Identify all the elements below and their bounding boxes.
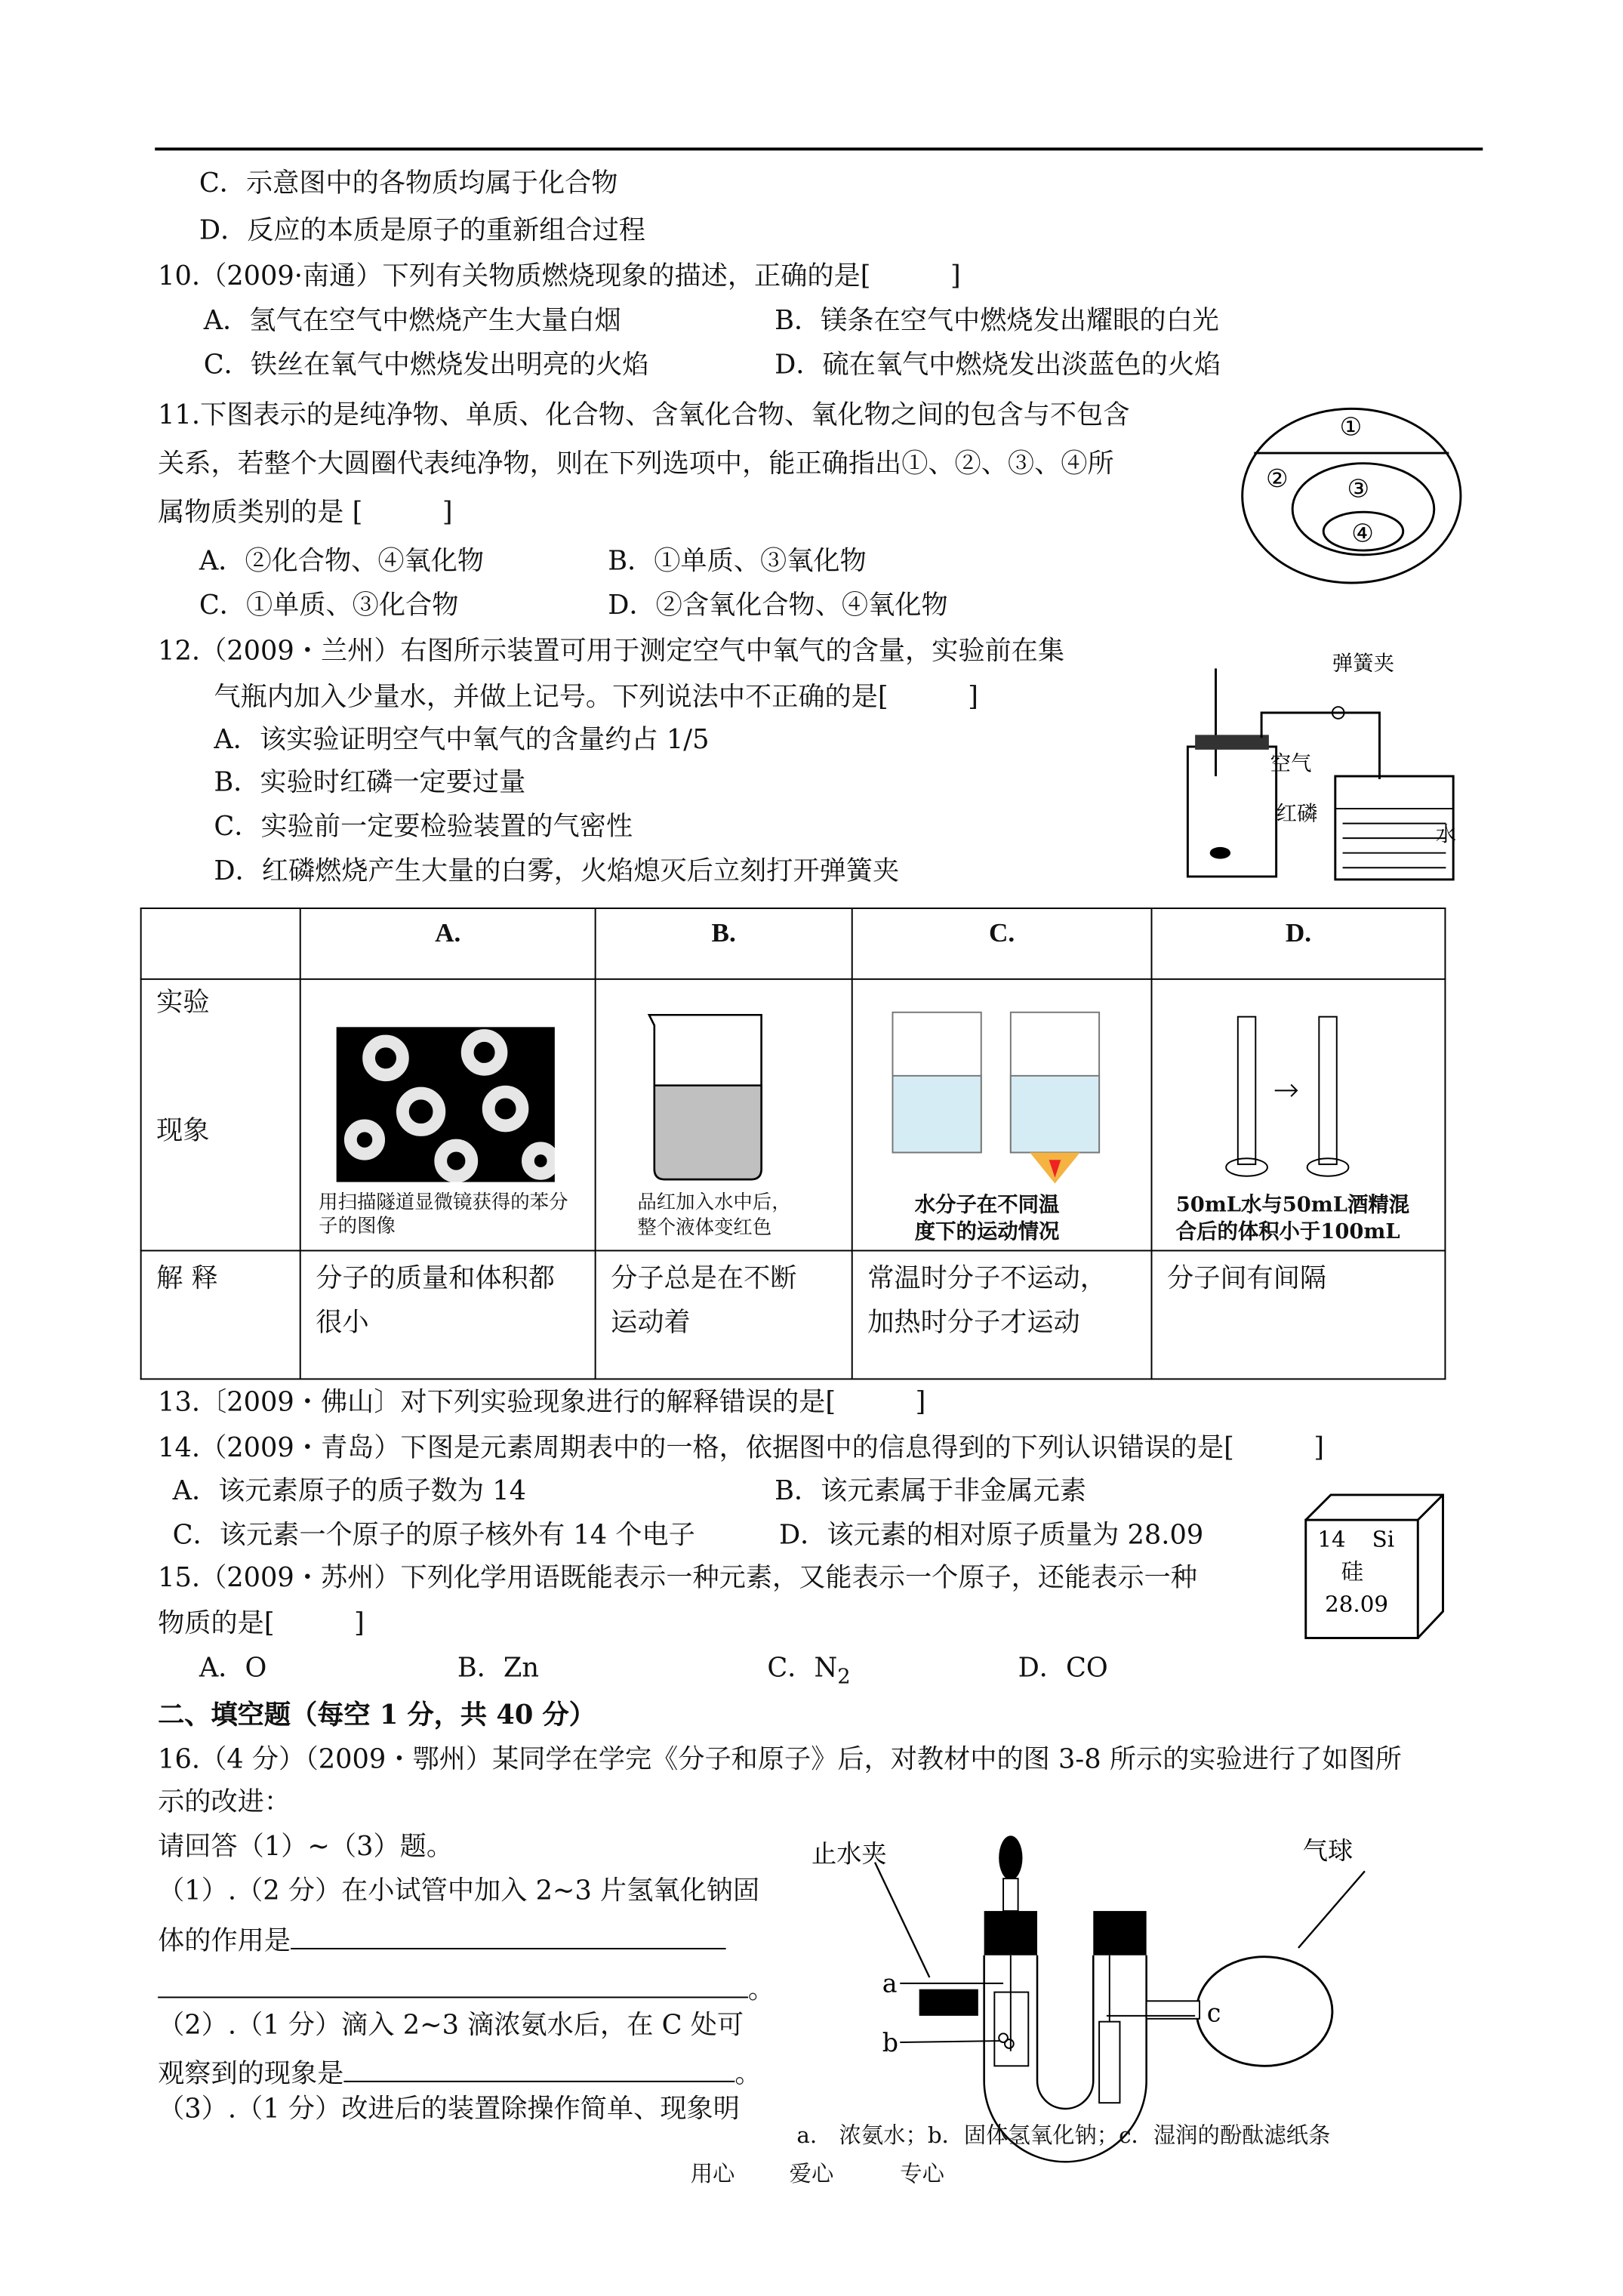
q16-part1-c [158, 1970, 775, 2007]
atomic-mass: 28.09 [1325, 1591, 1389, 1617]
explain-c-2: 加热时分子才运动 [867, 1307, 1080, 1339]
q13-stem: 13.〔2009・佛山〕对下列实验现象进行的解释错误的是[ ] [158, 1387, 926, 1419]
q12-option-d: D．红磷燃烧产生大量的白雾，火焰熄灭后立刻打开弹簧夹 [214, 855, 900, 887]
q12-option-c: C．实验前一定要检验装置的气密性 [214, 811, 633, 843]
label-air: 空气 [1270, 752, 1312, 776]
q11-stem-1: 11.下图表示的是纯净物、单质、化合物、含氧化合物、氧化物之间的包含与不包含 [158, 399, 1130, 431]
answer-blank-1[interactable] [291, 1922, 726, 1949]
q16-stem-2: 示的改进： [158, 1786, 291, 1818]
q16-part2-a: （2）.（1 分）滴入 2~3 滴浓氨水后，在 C 处可 [158, 2010, 744, 2042]
q16-part3-a: （3）.（1 分）改进后的装置除操作简单、现象明 [158, 2094, 740, 2125]
q14-stem: 14.（2009・青岛）下图是元素周期表中的一格，依据图中的信息得到的下列认识错误的是[ ] [158, 1432, 1325, 1464]
caption-d-1: 50mL水与50mL酒精混 [1175, 1194, 1410, 1218]
label-water: 水 [1435, 823, 1457, 847]
q16-part2-b [158, 2054, 761, 2091]
explain-c-1: 常温时分子不运动， [867, 1263, 1107, 1295]
cell-c-explanation [852, 1250, 1152, 1379]
col-header-c: C. [852, 908, 1152, 979]
q14-option-c: C．该元素一个原子的原子核外有 14 个电子 [172, 1520, 695, 1552]
label-explanation: 解 释 [156, 1263, 218, 1295]
cell-c-image [852, 979, 1152, 1251]
caption-a: 用扫描隧道显微镜获得的苯分子的图像 [319, 1192, 568, 1238]
beaker-image [646, 1012, 764, 1182]
q16-part2-c-text: 。 [735, 2058, 762, 2090]
benzene-stm-image [337, 1027, 555, 1182]
q15-option-b: B．Zn [457, 1653, 540, 1684]
explain-b-2: 运动着 [611, 1307, 691, 1339]
col-header-b: B. [596, 908, 852, 979]
caption-b-1: 品红加入水中后， [637, 1192, 791, 1215]
apparatus-caption: a. 浓氨水；b．固体氢氧化钠；c．湿润的酚酞滤纸条 [796, 2122, 1331, 2149]
answer-blank-2[interactable] [343, 2054, 735, 2082]
row-label-phenomenon [141, 979, 300, 1251]
q12-option-a: A．该实验证明空气中氧气的含量约占 1/5 [214, 724, 710, 756]
q10-option-a: A．氢气在空气中燃烧产生大量白烟 [203, 305, 621, 337]
oxygen-measurement-apparatus [1173, 646, 1468, 889]
explain-d-1: 分子间有间隔 [1167, 1263, 1327, 1295]
cell-d-image [1151, 979, 1445, 1251]
q12-option-b: B．实验时红磷一定要过量 [214, 767, 526, 799]
q12-stem-1: 12.（2009・兰州）右图所示装置可用于测定空气中氧气的含量，实验前在集 [158, 636, 1065, 667]
caption-b-2: 整个液体变红色 [637, 1217, 772, 1240]
q10-option-d: D．硫在氧气中燃烧发出淡蓝色的火焰 [775, 350, 1221, 381]
label-phenomenon: 现象 [156, 1115, 210, 1147]
label-a: a [882, 1968, 898, 1999]
cell-b-image [596, 979, 852, 1251]
q12-stem-2: 气瓶内加入少量水，并做上记号。下列说法中不正确的是[ ] [214, 681, 978, 713]
q15-option-a: A．O [199, 1653, 267, 1684]
q9-option-d: D．反应的本质是原子的重新组合过程 [199, 215, 645, 247]
q16-part1-b [158, 1922, 725, 1959]
explain-a-1: 分子的质量和体积都 [316, 1263, 555, 1295]
label-red-phosphorus: 红磷 [1276, 802, 1318, 826]
graduated-cylinders [1226, 1017, 1388, 1179]
cell-a-explanation [300, 1250, 596, 1379]
q16-part1-c-text: 。 [747, 1974, 775, 2006]
q11-stem-2: 关系，若整个大圆圈代表纯净物，则在下列选项中，能正确指出①、②、③、④所 [158, 448, 1114, 480]
q11-option-c: C．①单质、③化合物 [199, 590, 459, 621]
periodic-table-cell [1304, 1493, 1446, 1641]
q15-c-subscript: 2 [837, 1665, 851, 1690]
set-inclusion-diagram [1240, 405, 1468, 590]
label-b: b [882, 2027, 899, 2057]
footer-text-3: 专心 [900, 2160, 944, 2187]
footer-text-1: 用心 [690, 2160, 735, 2187]
row-label-explanation [141, 1250, 300, 1379]
label-c: c [1206, 1998, 1221, 2028]
col-header-a: A. [300, 908, 596, 979]
label-1: ① [1339, 411, 1363, 442]
label-spring-clip: 弹簧夹 [1332, 652, 1395, 676]
element-name: 硅 [1341, 1558, 1363, 1585]
table-corner [141, 908, 300, 979]
q11-option-b: B．①单质、③氧化物 [608, 546, 867, 578]
q16-part1-b-text: 体的作用是 [158, 1925, 291, 1957]
q14-option-a: A．该元素原子的质子数为 14 [172, 1475, 527, 1507]
q16-intro: 请回答（1）~（3）题。 [158, 1831, 454, 1863]
label-3: ③ [1347, 473, 1370, 504]
q10-option-c: C．铁丝在氧气中燃烧发出明亮的火焰 [203, 350, 649, 381]
experiment-table [140, 908, 1446, 1379]
q14-option-b: B．该元素属于非金属元素 [775, 1475, 1086, 1507]
q11-option-d: D．②含氧化合物、④氧化物 [608, 590, 948, 621]
cell-b-explanation [596, 1250, 852, 1379]
q15-option-d: D．CO [1018, 1653, 1108, 1684]
q15-stem-2: 物质的是[ ] [158, 1608, 365, 1640]
element-symbol: Si [1372, 1526, 1395, 1552]
header-rule [155, 147, 1483, 149]
caption-d-2: 合后的体积小于100mL [1175, 1220, 1400, 1244]
label-2: ② [1265, 463, 1289, 493]
q11-option-a: A．②化合物、④氧化物 [199, 546, 485, 578]
section-2-heading: 二、填空题（每空 1 分，共 40 分） [158, 1700, 596, 1731]
col-header-d: D. [1151, 908, 1445, 979]
q16-part1-a: （1）.（2 分）在小试管中加入 2~3 片氢氧化钠固 [158, 1875, 760, 1907]
cell-d-explanation [1151, 1250, 1445, 1379]
q16-stem-1: 16.（4 分）（2009・鄂州）某同学在学完《分子和原子》后，对教材中的图 3-8 所示的实验进行了如图所 [158, 1744, 1402, 1776]
u-tube-apparatus [804, 1830, 1424, 2125]
q10-option-b: B．镁条在空气中燃烧发出耀眼的白光 [775, 305, 1219, 337]
label-experiment: 实验 [156, 987, 210, 1019]
cell-a-image [300, 979, 596, 1251]
footer-text-2: 爱心 [789, 2160, 834, 2187]
water-molecule-beakers [890, 1009, 1111, 1187]
atomic-number: 14 [1317, 1526, 1346, 1552]
caption-c-2: 度下的运动情况 [914, 1220, 1060, 1244]
explain-a-2: 很小 [316, 1307, 369, 1339]
q15-option-c [767, 1653, 850, 1693]
q15-c-text: C．N [767, 1653, 838, 1684]
q14-option-d: D．该元素的相对原子质量为 28.09 [778, 1520, 1204, 1552]
label-balloon: 气球 [1302, 1835, 1354, 1866]
q15-stem-1: 15.（2009・苏州）下列化学用语既能表示一种元素，又能表示一个原子，还能表示一种 [158, 1562, 1197, 1594]
answer-blank-1-cont[interactable] [158, 1970, 748, 1998]
q9-option-c: C．示意图中的各物质均属于化合物 [199, 168, 618, 199]
caption-c-1: 水分子在不同温 [914, 1194, 1060, 1218]
q11-stem-3: 属物质类别的是 [ ] [158, 497, 453, 529]
label-4: ④ [1351, 518, 1375, 548]
q16-part2-b-text: 观察到的现象是 [158, 2058, 344, 2090]
label-water-clamp: 止水夹 [811, 1838, 887, 1869]
q10-stem: 10.（2009·南通）下列有关物质燃烧现象的描述，正确的是[ ] [158, 260, 961, 292]
explain-b-1: 分子总是在不断 [611, 1263, 797, 1295]
